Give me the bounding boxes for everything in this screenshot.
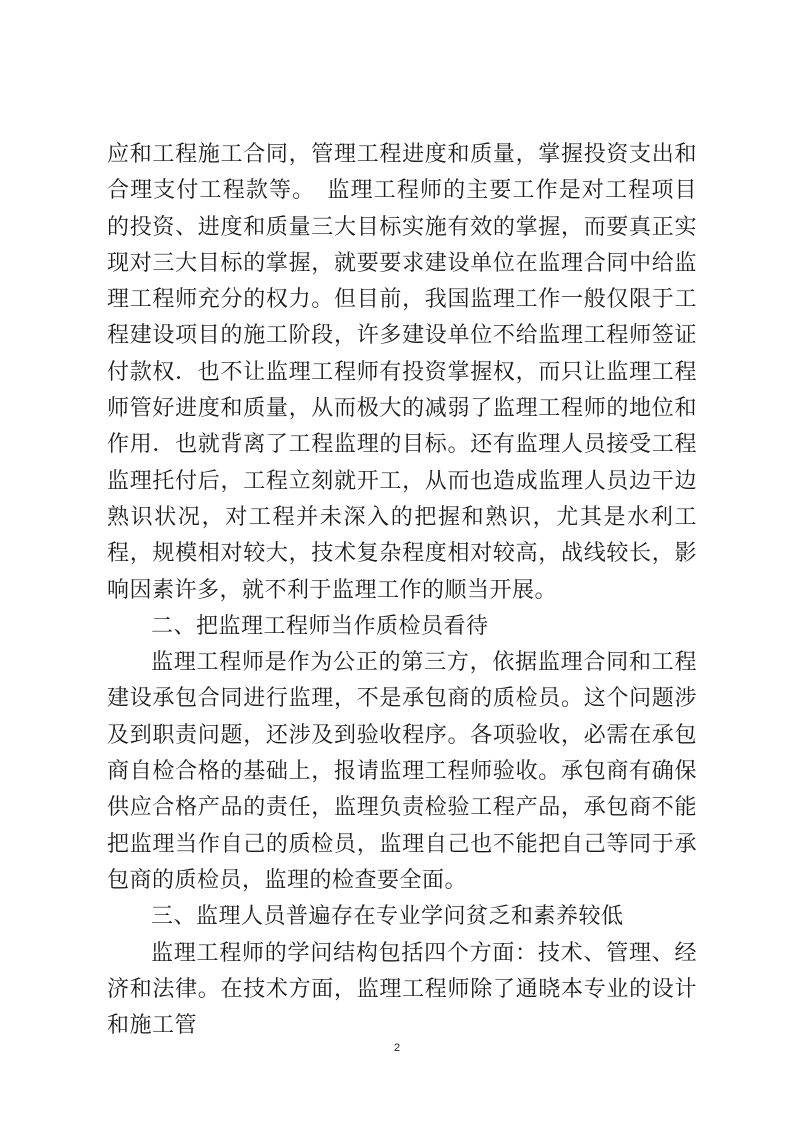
section-heading: 三、监理人员普遍存在专业学问贫乏和素养较低 — [151, 904, 624, 930]
body-paragraph: 监理工程师是作为公正的第三方，依据监理合同和工程建设承包合同进行监理，不是承包商的质检员。这个问题涉及到职责问题，还涉及到验收程序。各项验收，必需在承包商自检合格的基础上，报请监理工程师验收。承包商有确保供应合格产品的责任，监理负责检验工程产品，承包商不能把监理当作自己的质检员，监理自己也不能把自己等同于承包商的质检员，监理的检查要全面。 — [107, 650, 697, 893]
body-paragraph: 监理工程师的学问结构包括四个方面：技术、管理、经济和法律。在技术方面，监理工程师除了通晓本专业的设计和施工管 — [107, 940, 697, 1039]
body-paragraph: 应和工程施工合同，管理工程进度和质量，掌握投资支出和合理支付工程款等。 监理工程师的主要工作是对工程项目的投资、进度和质量三大目标实施有效的掌握，而要真正实现对三大目标的掌握，就要要求建设单位在监理合同中给监理工程师充分的权力。但目前，我国监理工作一般仅限于工程建设项目的施工阶段，许多建设单位不给监理工程师签证付款权．也不让监理工程师有投资掌握权，而只让监理工程师管好进度和质量，从而极大的减弱了监理工程师的地位和作用．也就背离了工程监理的目标。还有监理人员接受工程监理托付后，工程立刻就开工，从而也造成监理人员边干边熟识状况，对工程并未深入的把握和熟识，尤其是水利工程，规模相对较大，技术复杂程度相对较高，战线较长，影响因素许多，就不利于监理工作的顺当开展。 — [107, 142, 697, 603]
page-number: 2 — [393, 1042, 401, 1054]
document-body — [107, 137, 697, 1044]
section-heading: 二、把监理工程师当作质检员看待 — [151, 613, 489, 639]
